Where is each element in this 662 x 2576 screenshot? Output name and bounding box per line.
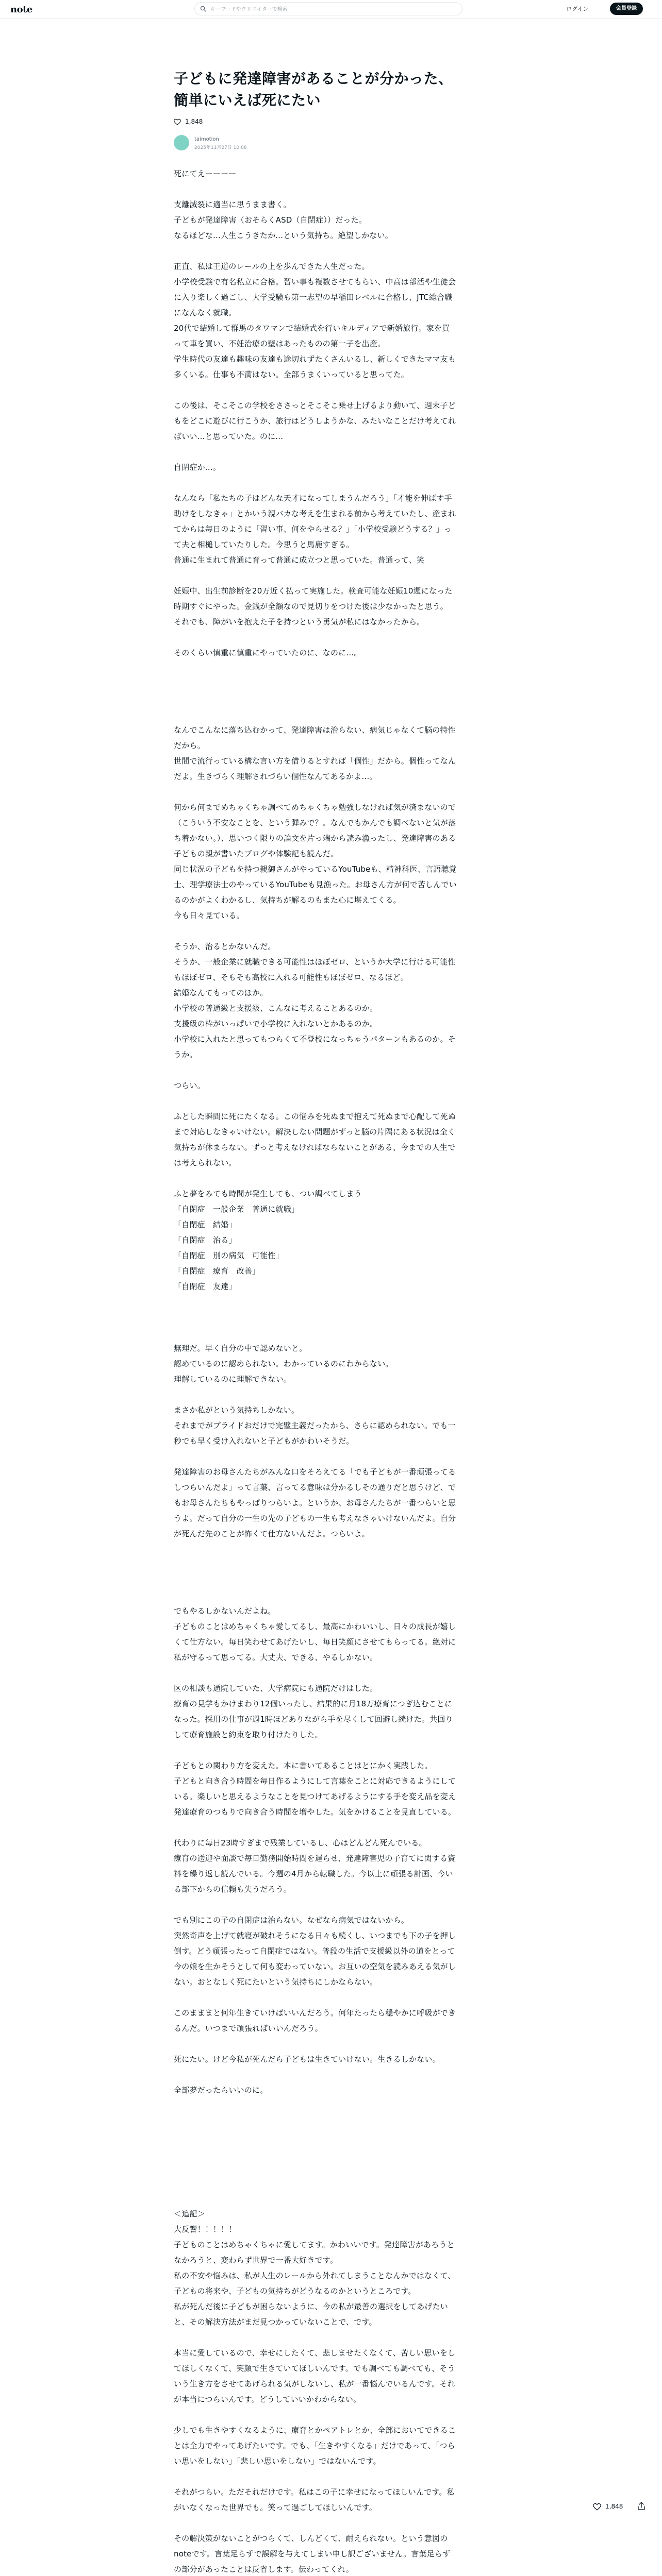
paragraph: そうか、治るとかないんだ。 そうか、一般企業に就職できる可能性はほぼゼロ、というか大学に行ける可能性もほぼゼロ、そもそも高校に入れる可能性もほぼゼロ、なるほど。 結婚なんてもってのほか。 小学校の普通級と支援級、こんなに考えることあるのか。 支援級の枠がいっぱいで小学校に入れないとかあるのか。 小学校に入れたと思ってもつらくて不登校になっちゃうパターンもあるのか。そうか。 [174, 942, 456, 1059]
paragraph: その解決策がないことがつらくて、しんどくて、耐えられない。という意図のnoteです。言葉足らずで誤解を与えてしまい申し訳ございません。言葉足らずの部分があったことは反省します。伝わってくれ。 [174, 2534, 451, 2574]
paragraph: なんなら「私たちの子はどんな天才になってしまうんだろう」「才能を伸ばす手助けをしなきゃ」とかいう親バカな考えを生まれる前から考えていたし、産まれてからは毎日のように「習い事、何をやらせる？」「小学校受験どうする？」って夫と相槌していたりした。今思うと馬鹿すぎる。 普通に生まれて普通に育って普通に成立つと思っていた。普通って、笑 [174, 494, 456, 565]
paragraph: 死にたい。けど今私が死んだら子どもは生きていけない。生きるしかない。 [174, 2055, 440, 2064]
paragraph: つらい。 [174, 1081, 205, 1090]
heart-icon[interactable] [593, 2503, 601, 2511]
search-input[interactable] [209, 4, 454, 14]
paragraph: この後は、そこそこの学校をささっとそこそこ乗せ上げるより動いて、週末子どもをどこに遊びに行こうか、旅行はどうしようかな、みたいなことだけ考えてればいい...と思っていた。のに... [174, 401, 456, 441]
paragraph: 本当に愛しているので、幸せにしたくて、悲しませたくなくて、苦しい思いをしてほしくなくて、笑顔で生きていてほしいんです。でも調べても調べても、そういう生き方をさせてあげられる気がしないし、私が一番悩んでいるんです。それが本当につらいんです。どうしていいかわからない。 [174, 2348, 456, 2404]
post-date: 2025年11月27日 10:08 [194, 145, 247, 150]
floating-like-button[interactable] [593, 2500, 623, 2513]
paragraph: 子どもとの関わり方を変えた。本に書いてあることはとにかく実践した。 子どもと向き合う時間を毎日作るようにして言葉をことに対応できるようにしている。楽しいと思えるようなことを見つけてあげるようにする手を変え品を変え発達療育のつもりで向き合う時間を増やした。気をかけることを見直している。 [174, 1761, 456, 1817]
paragraph: 正直、私は王道のレールの上を歩んできた人生だった。 小学校受験で有名私立に合格。習い事も複数させてもらい、中高は部活や生徒会に入り楽しく過ごし、大学受験も第一志望の早稲田レベルに合格し、JTC総合職になんなく就職。 20代で結婚して群馬のタワマンで結婚式を行いキルディアで新婚旅行。家を買って車を買い、不妊治療の壁はあったものの第一子を出産。 学生時代の友達も趣味の友達も途切れずたくさんいるし、新しくできたママ友も多くいる。仕事も不満はない。全部うまくいっていると思ってた。 [174, 262, 456, 379]
search-icon [200, 6, 206, 12]
paragraph: でも別にこの子の自閉症は治らない。なぜなら病気ではないから。 突然奇声を上げて就寝が破れそうになる日々も続くし、いつまでも下の子を押し倒す。どう頑張ったって自閉症ではない。普段の生活で支援級以外の道をとって今の娘を生かそうとして何も変わっていない。お互いの空気を読みあえる気がしない。おとなしく死にたいという気持ちにしかならない。 [174, 1916, 456, 1987]
like-count: 1,848 [185, 118, 203, 125]
paragraph: 区の相談も通院していた、大学病院にも通院だけはした。 療育の見学もかけまわり12個いったし、結果的に月18万療育につぎ込むことになった。採用の仕事が週1時ほどありながら手を尽くして回避し続けた。共回りして療育施設と約束を取り付けたりした。 [174, 1684, 453, 1739]
like-counter-top[interactable] [174, 116, 457, 127]
site-header [0, 0, 662, 19]
floating-like-count: 1,848 [605, 2503, 623, 2510]
paragraph: 支離滅裂に適当に思うまま書く。 子どもが発達障害（おそらくASD（自閉症））だった。 なるほどな...人生こうきたか...という気持ち。絶望しかない。 [174, 200, 393, 240]
paragraph: 発達障害のお母さんたちがみんな口をそろえてる「でも子どもが一番頑張ってるしつらいんだよ」って言葉、言ってる意味は分かるしその通りだと思うけど、でもお母さんたちもやっぱりつらいよ。というか、お母さんたちが一番つらいと思うよ。だって自分の一生の先の子どもの一生も考えなきゃいけないんだよ。自分が死んだ先のことが怖くて仕方ないんだよ。つらいよ。 [174, 1467, 456, 1538]
paragraph: ふと夢をみても時間が発生しても、つい調べてしまう 「自閉症 一般企業 普通に就職」 「自閉症 結婚」 「自閉症 治る」 「自閉症 別の病気 可能性」 「自閉症 療育 改善」 「自閉症 友達」 [174, 1189, 362, 1291]
paragraph: このまままと何年生きていけばいいんだろう。何年たったら穏やかに呼吸ができるんだ。いつまで頑張ればいいんだろう。 [174, 2008, 456, 2033]
paragraph: 死にてえーーーー [174, 169, 237, 178]
paragraph: まさか私がという気持ちしかない。 それまでがプライドおだけで完璧主義だったから、さらに認められない。でも一秒でも早く受け入れないと子どもがかわいそうだ。 [174, 1405, 456, 1446]
paragraph: 何から何までめちゃくちゃ調べてめちゃくちゃ勉強しなければ気が済まないので（こういう不安なことを、という弾みで？。なんでもかんでも調べないと気が落ち着かない。）、思いつく限りの論文を片っ端から読み漁ったし、発達障害のある子どもの親が書いたブログや体験記も読んだ。 同じ状況の子どもを持つ親御さんがやっているYouTubeも、精神科医、言語聴覚士、理学療法士のやっているYouTubeも見漁った。お母さん方が何で苦しんでいるのかがよくわかるし、気持ちが解るのもまた心に堪えてくる。 今も日々見ている。 [174, 803, 457, 920]
paragraph: 妊娠中、出生前診断を20万近く払って実施した。検査可能な妊娠10週になった時期すぐにやった。金銭が全額なので見切りをつけた後は少なかったと思う。 それでも、障がいを抱えた子を持つという勇気が私にはなかったから。 [174, 586, 453, 626]
paragraph: なんでこんなに落ち込むかって、発達障害は治らない、病気じゃなくて脳の特性だから。 世間で流行っている構な言い方を借りるとすれば「個性」だから。個性ってなんだよ。生きづらく理解されづらい個性なんてあるかよ...。 [174, 725, 456, 781]
search-box[interactable] [194, 2, 462, 15]
share-icon[interactable] [637, 2501, 646, 2511]
author-block[interactable] [174, 135, 457, 151]
share-button[interactable] [637, 2501, 646, 2513]
author-name[interactable]: taimotion [194, 137, 219, 142]
paragraph: それがつらい。ただそれだけです。私はこの子に幸せになってほしいんです。私がいなくなった世界でも。笑って過ごしてほしいんです。 [174, 2487, 455, 2512]
login-button[interactable]: ログイン [566, 6, 589, 12]
paragraph: そのくらい慎重に慎重にやっていたのに、なのに...。 [174, 648, 362, 657]
paragraph: 全部夢だったらいいのに。 [174, 2086, 268, 2095]
article-title: 子どもに発達障害があることが分かった、簡単にいえば死にたい [174, 70, 453, 109]
note-logo[interactable]: note [10, 4, 32, 15]
register-button[interactable]: 会員登録 [610, 3, 643, 15]
paragraph: ふとした瞬間に死にたくなる。この悩みを死ぬまで抱えて死ぬまで心配して死ぬまで対応しなきゃいけない。解決しない問題がずっと脳の片隅にある状況は全く気持ちが休まらない。ずっと考えなければならないことがある、今までの人生では考えられない。 [174, 1112, 456, 1167]
paragraph: でもやるしかないんだよね。 子どものことはめちゃくちゃ愛してるし、最高にかわいいし、日々の成長が嬉しくて仕方ない。毎日笑わせてあげたいし、毎日笑顔にさせてもらってる。絶対に私が守るって思ってる。大丈夫、できる、やるしかない。 [174, 1606, 456, 1662]
article-body [174, 166, 457, 2576]
paragraph: 無理だ。早く自分の中で認めないと。 認めているのに認められない。わかっているのにわからない。 理解しているのに理解できない。 [174, 1344, 393, 1384]
author-avatar[interactable] [174, 135, 189, 150]
paragraph: 少しでも生きやすくなるように、療育とかペアトレとか、全部においてできることは全力でやってあげたいです。でも、「生きやすくなる」だけであって、「つらい思いをしない」「悲しい思いをしない」ではないんです。 [174, 2426, 456, 2466]
article [174, 68, 457, 2576]
heart-icon[interactable] [174, 118, 181, 125]
paragraph: 代わりに毎日23時すぎまで残業しているし、心はどんどん死んでいる。 療育の送迎や面談で毎日勤務開始時間を遅らせ、発達障害児の子育てに関する資料を繰り返し読んでいる。今週の4月から転職した。今以上に頑張る計画、今いる部下からの信頼も失うだろう。 [174, 1838, 456, 1894]
paragraph: 自閉症か...。 [174, 463, 221, 472]
paragraph: ＜追記＞ 大反響！！！！！ 子どものことはめちゃくちゃに愛してます。かわいいです。発達障害があろうとなかろうと、変わらず世界で一番大好きです。 私の不安や悩みは、私が人生のレールから外れてしまうことなんかではなくて、子どもの将来や、子どもの気持ちがどうなるのかというところです。 私が死んだ後に子どもが困らないように、今の私が最善の選択をしてあげたいと、その解決方法がまだ見つかっていないことで、です。 [174, 2209, 456, 2327]
